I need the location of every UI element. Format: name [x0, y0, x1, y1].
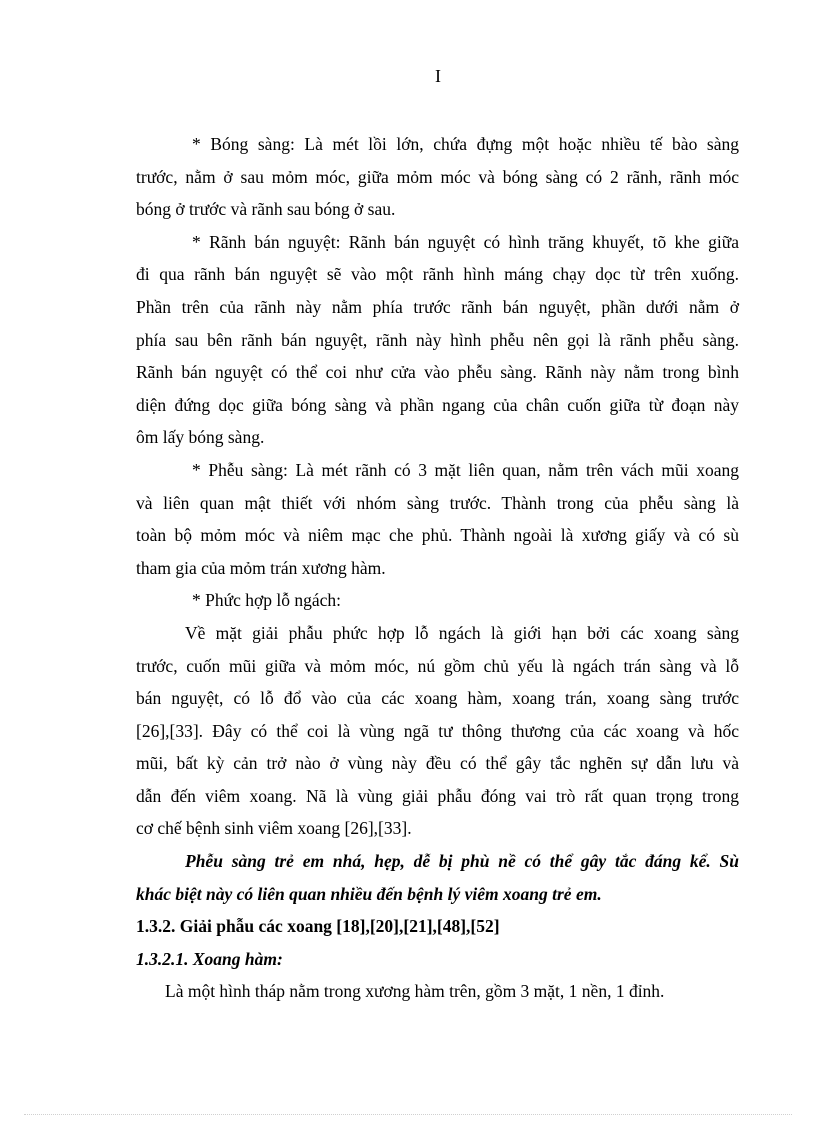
- paragraph-line: Phần trên của rãnh này nằm phía trước rãnh bán nguyệt, phần dưới nằm ở: [136, 296, 739, 317]
- paragraph-line: diện đứng dọc giữa bóng sàng và phần ngang của chân cuốn giữa từ đoạn này: [136, 394, 739, 415]
- subsection-heading: 1.3.2.1. Xoang hàm:: [136, 948, 283, 969]
- section-heading: 1.3.2. Giải phẫu các xoang [18],[20],[21],[48],[52]: [136, 916, 500, 937]
- document-body: [136, 128, 739, 1008]
- paragraph-line: Về mặt giải phẫu phức hợp lỗ ngách là giới hạn bởi các xoang sàng: [185, 622, 739, 643]
- paragraph-line: bóng ở trước và rãnh sau bóng ở sau.: [136, 199, 396, 220]
- paragraph-line: * Phức hợp lỗ ngách:: [192, 590, 341, 611]
- paragraph-line: và liên quan mật thiết với nhóm sàng trước. Thành trong của phễu sàng là: [136, 492, 739, 513]
- emphasis-line: khác biệt này có liên quan nhiều đến bệnh lý viêm xoang trẻ em.: [136, 883, 602, 904]
- page-number: I: [435, 66, 441, 86]
- page-bottom-divider: [24, 1114, 792, 1115]
- paragraph-line: bán nguyệt, có lỗ đổ vào của các xoang hàm, xoang trán, xoang sàng trước: [136, 688, 739, 709]
- paragraph-line: trước, cuốn mũi giữa và mỏm móc, nú gồm chủ yếu là ngách trán sàng và lỗ: [136, 655, 739, 676]
- paragraph-line: cơ chế bệnh sinh viêm xoang [26],[33].: [136, 818, 412, 839]
- paragraph-line: trước, nằm ở sau mỏm móc, giữa mỏm móc và bóng sàng có 2 rãnh, rãnh móc: [136, 166, 739, 187]
- paragraph-line: mũi, bất kỳ cản trở nào ở vùng này đều có thể gây tắc nghẽn sự dẫn lưu và: [136, 753, 739, 774]
- paragraph-line: dẫn đến viêm xoang. Nã là vùng giải phẫu đóng vai trò rất quan trọng trong: [136, 785, 739, 806]
- paragraph-line: [26],[33]. Đây có thể coi là vùng ngã tư thông thương của các xoang và hốc: [136, 720, 739, 741]
- paragraph-line: toàn bộ mỏm móc và niêm mạc che phủ. Thành ngoài là xương giấy và có sù: [136, 525, 739, 546]
- paragraph-line: * Bóng sàng: Là mét lồi lớn, chứa đựng một hoặc nhiều tế bào sàng: [192, 134, 739, 154]
- paragraph-line: ôm lấy bóng sàng.: [136, 427, 265, 448]
- paragraph-line: phía sau bên rãnh bán nguyệt, rãnh này hình phễu nên gọi là rãnh phễu sàng.: [136, 329, 739, 350]
- paragraph-line: đi qua rãnh bán nguyệt sẽ vào một rãnh hình máng chạy dọc từ trên xuống.: [136, 264, 739, 285]
- paragraph-line: * Phễu sàng: Là mét rãnh có 3 mặt liên quan, nằm trên vách mũi xoang: [192, 459, 739, 480]
- paragraph-line: tham gia của mỏm trán xương hàm.: [136, 557, 386, 578]
- paragraph-line: Rãnh bán nguyệt có thể coi như cửa vào phễu sàng. Rãnh này nằm trong bình: [136, 362, 739, 383]
- paragraph-line: Là một hình tháp nằm trong xương hàm trên, gồm 3 mặt, 1 nền, 1 đỉnh.: [165, 981, 665, 1002]
- emphasis-line: Phễu sàng trẻ em nhá, hẹp, dễ bị phù nề có thể gây tắc đáng kể. Sù: [185, 851, 739, 872]
- paragraph-line: * Rãnh bán nguyệt: Rãnh bán nguyệt có hình trăng khuyết, tõ khe giữa: [192, 231, 739, 252]
